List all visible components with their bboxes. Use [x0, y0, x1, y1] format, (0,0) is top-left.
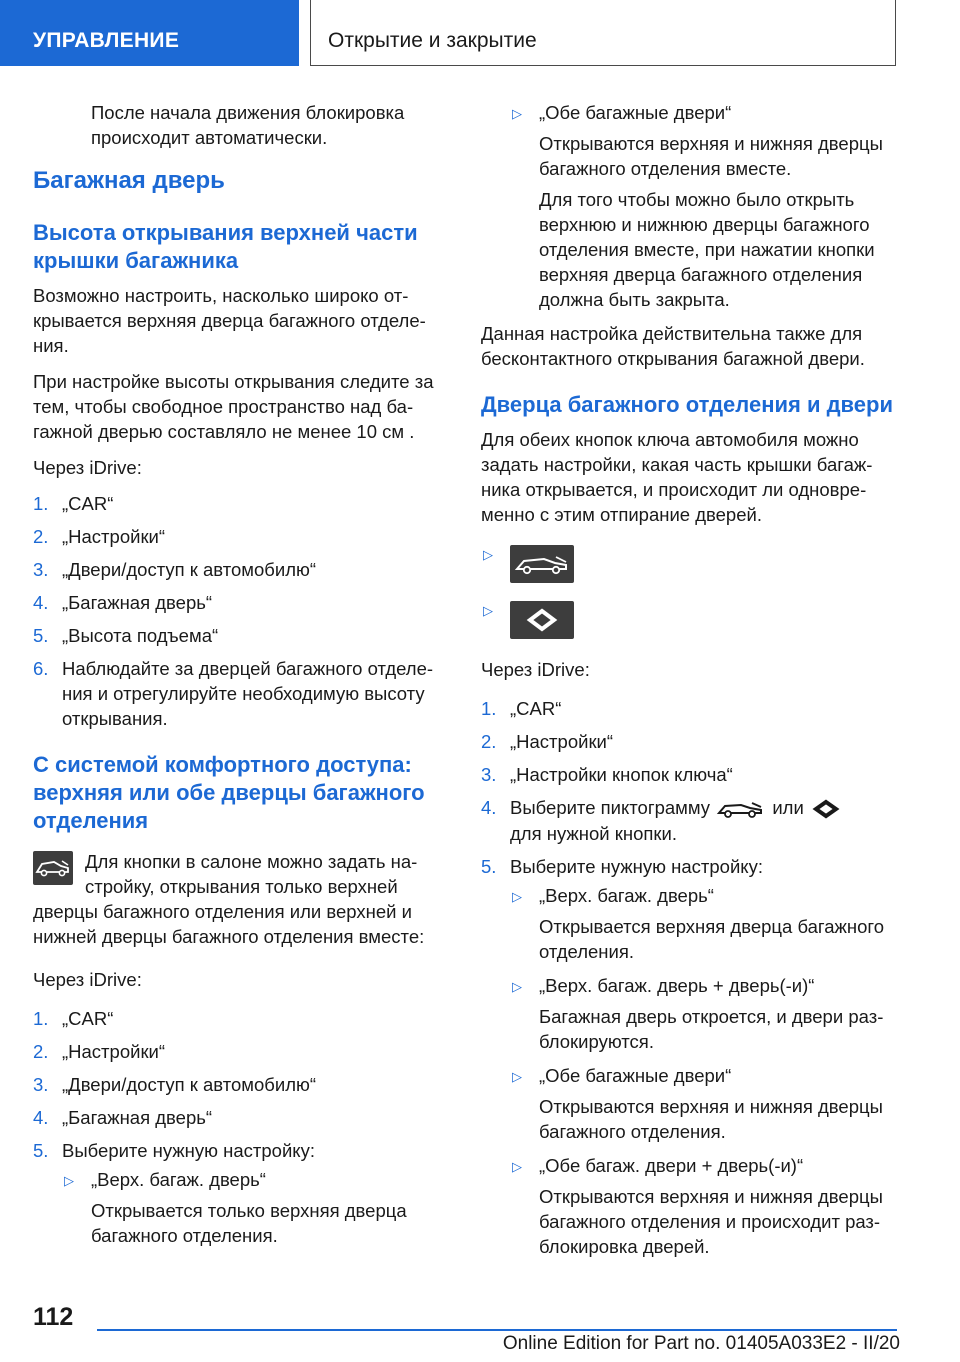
diamond-icon — [809, 798, 843, 820]
list-item: 1. „CAR“ — [481, 698, 562, 719]
options-list — [62, 1167, 447, 1248]
list-item: 5. Выберите нужную настройку: ▷ „Верх. багаж. дверь“ Открывается только верхняя дверца багажного отделения. — [33, 1138, 447, 1248]
list-item: 4. „Багажная дверь“ — [33, 592, 213, 613]
list-item: 4. „Багажная дверь“ — [33, 1107, 213, 1128]
steps-list-keys — [481, 696, 901, 1259]
steps-list-comfort — [33, 1006, 447, 1248]
triangle-bullet-icon: ▷ — [512, 979, 522, 995]
options-list — [510, 883, 901, 1259]
section-tab: УПРАВЛЕНИЕ — [0, 0, 299, 66]
list-item: 6. Наблюдайте за дверцей багажного отделения и отрегулируйте необходимую высоту открывания. — [33, 658, 434, 729]
chapter-title: Открытие и закрытие — [310, 0, 896, 66]
list-item: 2. „Настройки“ — [481, 731, 614, 752]
paragraph-height-setting: Возможно настроить, насколько широко открывается верхняя дверца багажного отделения. — [33, 285, 426, 356]
intro-paragraph: После начала движения блокировка происходит автоматически. — [91, 102, 405, 148]
list-item: 3. „Настройки кнопок ключа“ — [481, 764, 733, 785]
list-item: 1. „CAR“ — [33, 1008, 114, 1029]
list-item: 3. „Двери/доступ к автомобилю“ — [33, 559, 317, 580]
list-item: 5. Выберите нужную настройку: ▷ „Верх. багаж. дверь“ Открывается верхняя дверца багажного отделения. ▷ „Верх. багаж. дверь + дверь(-и)“ Багажная дверь откроется, и двери разблокируются. ▷ „Обе багажные двери“ Открываются верхняя и нижняя дверцы багажного отделения. ▷ „Обе багаж. двери + дверь(-и)“ Открываются верхняя и нижняя дверцы багажного отделения и происходит разблокировка дверей. — [481, 854, 901, 1259]
list-item: 2. „Настройки“ — [33, 1041, 166, 1062]
car-tailgate-icon — [510, 545, 574, 583]
paragraph-comfort: Для кнопки в салоне можно задать настройку, открывания только верхней дверцы багажного отделения или верхней и нижней дверцы багажного отделения вместе: — [33, 851, 425, 947]
list-item: ▷ „Верх. багаж. дверь“ Открывается верхняя дверца багажного отделения. — [512, 885, 885, 963]
list-item: 4. Выберите пиктограмму или для нужной кнопки. — [481, 795, 901, 846]
list-item: ▷ „Обе багаж. двери + дверь(-и)“ Открываются верхняя и нижняя дверцы багажного отделения и происходит разблокировка дверей. — [512, 1155, 883, 1258]
idrive-label: Через iDrive: — [481, 659, 590, 680]
idrive-label: Через iDrive: — [33, 457, 142, 478]
idrive-label: Через iDrive: — [33, 969, 142, 990]
diamond-icon — [510, 601, 574, 639]
list-item: 5. „Высота подъема“ — [33, 625, 219, 646]
list-item: ▷ „Верх. багаж. дверь“ Открывается только верхняя дверца багажного отделения. — [64, 1169, 407, 1246]
page-number: 112 — [33, 1303, 74, 1331]
left-column — [33, 100, 447, 1257]
triangle-bullet-icon: ▷ — [512, 889, 522, 905]
heading-comfort-access: С системой комфортного доступа: верхняя или обе дверцы багажного отделения — [33, 752, 425, 833]
paragraph-height-warning: При настройке высоты открывания следите за тем, чтобы свободное пространство над багажной дверью составляло не менее 10 см . — [33, 371, 434, 442]
triangle-bullet-icon: ▷ — [483, 547, 493, 562]
list-item: ▷ „Обе багажные двери“ Открываются верхняя и нижняя дверцы багажного отделения. — [512, 1065, 883, 1143]
list-item: 1. „CAR“ — [33, 493, 114, 514]
triangle-bullet-icon: ▷ — [512, 1159, 522, 1175]
triangle-bullet-icon: ▷ — [512, 106, 522, 121]
icon-option-tailgate — [481, 545, 901, 591]
heading-key-buttons: Дверца багажного отделения и двери — [481, 392, 893, 417]
triangle-bullet-icon: ▷ — [64, 1173, 74, 1188]
triangle-bullet-icon: ▷ — [483, 603, 493, 618]
list-item: 2. „Настройки“ — [33, 526, 166, 547]
list-item: ▷ „Верх. багаж. дверь + дверь(-и)“ Багажная дверь откроется, и двери разблокируются. — [512, 975, 884, 1053]
car-tailgate-icon — [715, 797, 767, 821]
list-item: 3. „Двери/доступ к автомобилю“ — [33, 1074, 317, 1095]
list-item: ▷ „Обе багажные двери“ Открываются верхняя и нижняя дверцы багажного отделения вместе. Для того чтобы можно было открыть верхнюю и нижнюю дверцы багажного отделения вместе, при нажатии кнопки верхняя дверца багажного отделения должна быть закрыта. — [512, 102, 883, 310]
options-list — [510, 100, 901, 312]
footer-divider — [97, 1329, 897, 1331]
triangle-bullet-icon: ▷ — [512, 1069, 522, 1085]
edition-text: Online Edition for Part no. 01405A033E2 - II/20 — [502, 1333, 900, 1354]
heading-tailgate: Багажная дверь — [33, 167, 225, 194]
steps-list-height — [33, 491, 447, 731]
paragraph-key-buttons: Для обеих кнопок ключа автомобиля можно задать настройки, какая часть крышки багажника открывается, и происходит ли одновременно с этим отпирание дверей. — [481, 429, 873, 525]
right-column — [481, 100, 901, 1268]
paragraph-contactless: Данная настройка действительна также для бесконтактного открывания багажной двери. — [481, 323, 865, 369]
icon-option-diamond — [481, 601, 901, 647]
heading-opening-height: Высота открывания верхней части крышки багажника — [33, 220, 418, 273]
car-tailgate-icon — [33, 851, 73, 885]
